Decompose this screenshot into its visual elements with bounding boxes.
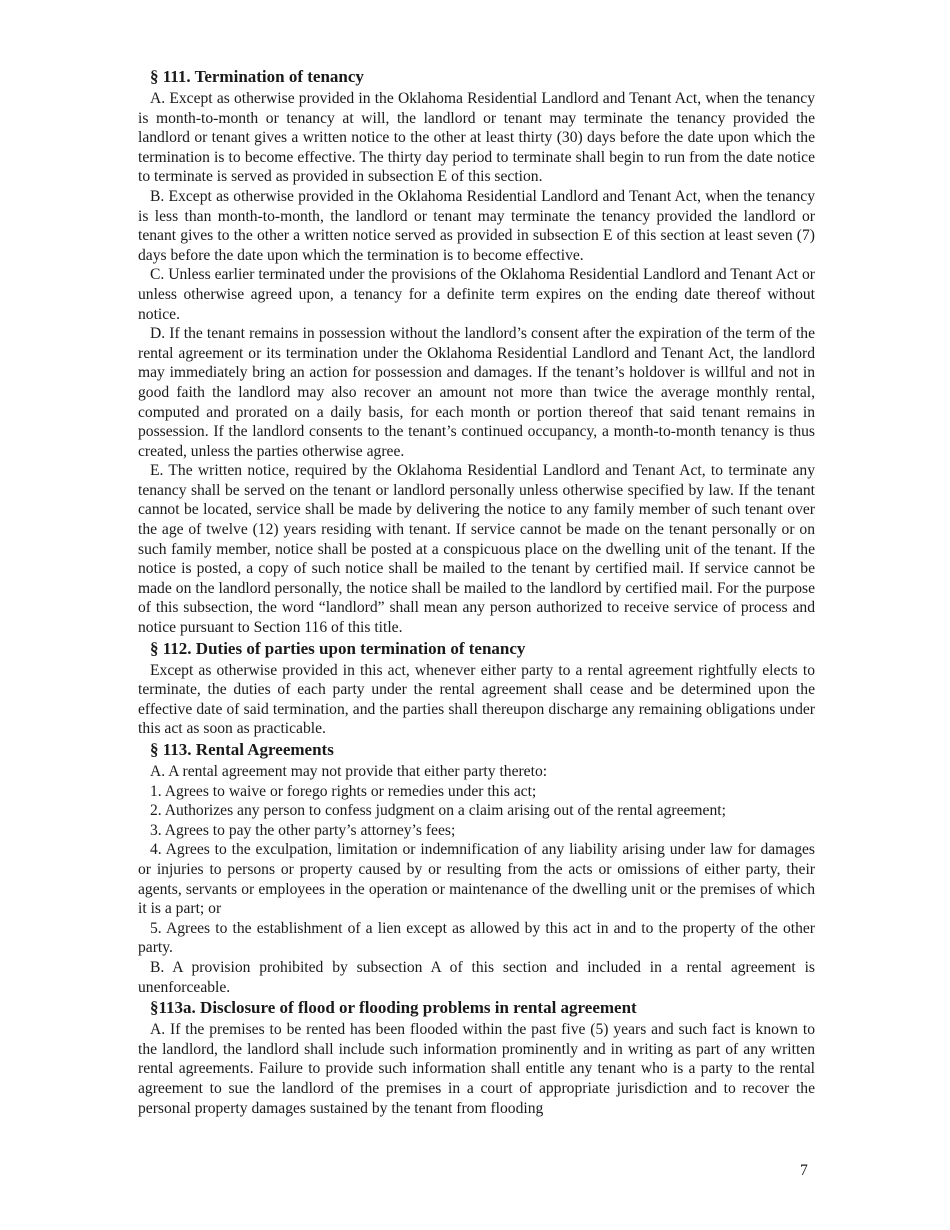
section-paragraph: B. Except as otherwise provided in the Oklahoma Residential Landlord and Tenant Act, when the tenancy is less than month-to-month, the landlord or tenant may terminate the tenancy provided the landlord or tenant gives to the other a written notice served as provided in subsection E of this section at least seven (7) days before the date upon which the termination is to become effective. — [138, 187, 815, 264]
section-heading: §113a. Disclosure of flood or flooding problems in rental agreement — [150, 998, 637, 1018]
section-heading: § 112. Duties of parties upon termination of tenancy — [150, 638, 526, 658]
section-heading: § 113. Rental Agreements — [150, 740, 334, 759]
section-heading: § 111. Termination of tenancy — [150, 67, 364, 86]
section-paragraph: 1. Agrees to waive or forego rights or remedies under this act; — [150, 782, 537, 800]
section-paragraph: 2. Authorizes any person to confess judgment on a claim arising out of the rental agreement; — [150, 802, 726, 820]
document-page — [138, 66, 815, 1118]
section-paragraph: D. If the tenant remains in possession without the landlord’s consent after the expiration of the term of the rental agreement or its termination under the Oklahoma Residential Landlord and Tenant Act, the landlord may immediately bring an action for possession and damages. If the tenant’s holdover is willful and not in good faith the landlord may also recover an amount not more than twice the average monthly rental, computed and prorated on a daily basis, for each month or portion thereof that said tenant remains in possession. If the landlord consents to the tenant’s continued occupancy, a month-to-month tenancy is thus created, unless the parties otherwise agree. — [138, 325, 815, 460]
section-paragraph: C. Unless earlier terminated under the provisions of the Oklahoma Residential Landlord and Tenant Act or unless otherwise agreed upon, a tenancy for a definite term expires on the ending date thereof without notice. — [138, 266, 815, 323]
section-paragraph: A. If the premises to be rented has been flooded within the past five (5) years and such fact is known to the landlord, the landlord shall include such information prominently and in writing as part of any written rental agreements. Failure to provide such information shall entitle any tenant who is a party to the rental agreement to sue the landlord of the premises in a court of appropriate jurisdiction and to recover the personal property damages sustained by the tenant from flooding — [138, 1021, 815, 1117]
section-paragraph: A. Except as otherwise provided in the Oklahoma Residential Landlord and Tenant Act, when the tenancy is month-to-month or tenancy at will, the landlord or tenant may terminate the tenancy provided the landlord or tenant gives a written notice to the other at least thirty (30) days before the date upon which the termination is to become effective. The thirty day period to terminate shall begin to run from the date notice to terminate is served as provided in subsection E of this section. — [138, 90, 815, 186]
section-paragraph: A. A rental agreement may not provide that either party thereto: — [150, 763, 548, 780]
section-paragraph: 5. Agrees to the establishment of a lien except as allowed by this act in and to the property of the other party. — [138, 919, 815, 957]
section-paragraph: 3. Agrees to pay the other party’s attorney’s fees; — [150, 821, 456, 839]
section-paragraph: E. The written notice, required by the Oklahoma Residential Landlord and Tenant Act, to terminate any tenancy shall be served on the tenant or landlord personally unless otherwise specified by law. If the tenant cannot be located, service shall be made by delivering the notice to any family member of such tenant over the age of twelve (12) years residing with tenant. If service cannot be made on the tenant personally or on such family member, notice shall be posted at a conspicuous place on the dwelling unit of the tenant. If the notice is posted, a copy of such notice shall be mailed to the tenant by certified mail. If service cannot be made on the landlord personally, the notice shall be mailed to the landlord by certified mail. For the purpose of this subsection, the word “landlord” shall mean any person authorized to receive service of process and notice pursuant to Section 116 of this title. — [138, 462, 815, 637]
section-paragraph: Except as otherwise provided in this act, whenever either party to a rental agreement rightfully elects to terminate, the duties of each party under the rental agreement shall cease and be determined upon the effective date of said termination, and the parties shall thereupon discharge any remaining obligations under this act as soon as practicable. — [138, 661, 815, 738]
section-paragraph: 4. Agrees to the exculpation, limitation or indemnification of any liability arising under law for damages or injuries to persons or property caused by or resulting from the acts or omissions of either party, their agents, servants or employees in the operation or maintenance of the dwelling unit or the premises of which it is a part; or — [138, 841, 815, 918]
section-paragraph: B. A provision prohibited by subsection A of this section and included in a rental agreement is unenforceable. — [138, 958, 815, 996]
page-number: 7 — [800, 1162, 808, 1179]
